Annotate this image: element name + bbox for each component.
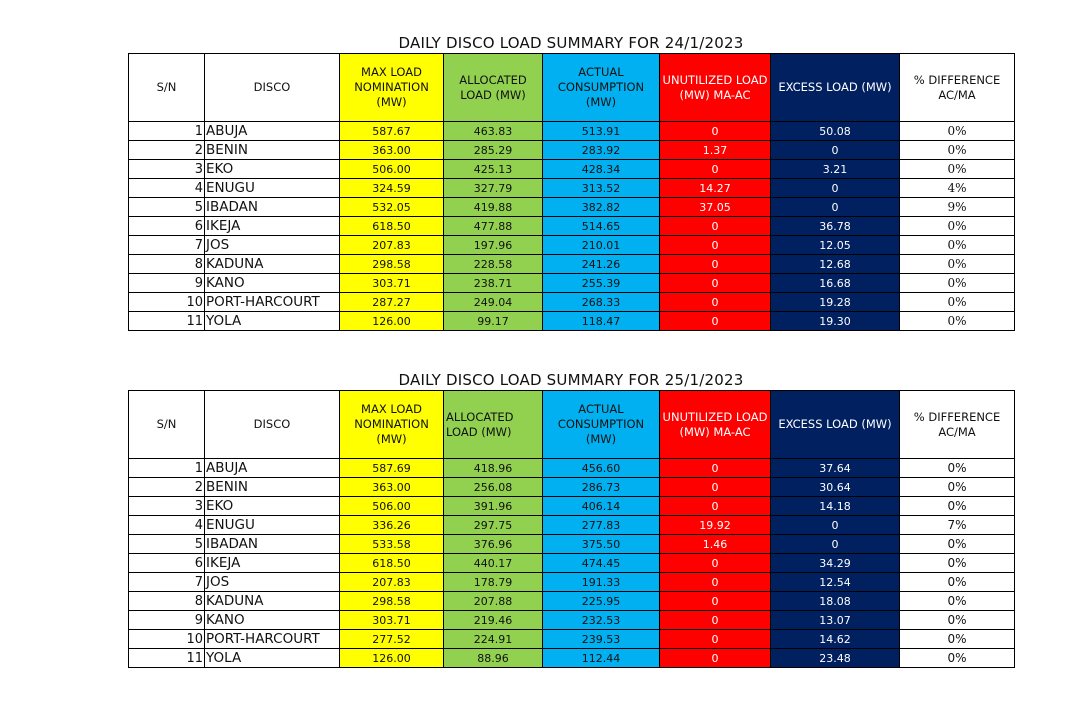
cell-difference: 0%	[900, 497, 1015, 516]
cell-max-load: 126.00	[340, 312, 444, 331]
cell-excess: 50.08	[771, 122, 900, 141]
cell-allocated: 297.75	[444, 516, 543, 535]
header-actual: ACTUAL CONSUMPTION (MW)	[543, 391, 660, 459]
cell-difference: 7%	[900, 516, 1015, 535]
cell-unutilized: 0	[660, 217, 771, 236]
cell-sn: 2	[129, 141, 205, 160]
cell-actual: 456.60	[543, 459, 660, 478]
cell-max-load: 303.71	[340, 611, 444, 630]
cell-allocated: 256.08	[444, 478, 543, 497]
table-row	[129, 478, 1015, 497]
cell-disco: ENUGU	[205, 516, 340, 535]
cell-max-load: 363.00	[340, 141, 444, 160]
cell-allocated: 285.29	[444, 141, 543, 160]
cell-difference: 0%	[900, 312, 1015, 331]
cell-excess: 19.30	[771, 312, 900, 331]
cell-unutilized: 1.46	[660, 535, 771, 554]
cell-unutilized: 0	[660, 649, 771, 668]
cell-disco: JOS	[205, 573, 340, 592]
table-title: DAILY DISCO LOAD SUMMARY FOR 24/1/2023	[398, 34, 744, 52]
cell-disco: ENUGU	[205, 179, 340, 198]
cell-unutilized: 0	[660, 630, 771, 649]
table-row	[129, 497, 1015, 516]
cell-max-load: 363.00	[340, 478, 444, 497]
header-unutilized: UNUTILIZED LOAD (MW) MA-AC	[660, 391, 771, 459]
cell-actual: 513.91	[543, 122, 660, 141]
cell-max-load: 587.67	[340, 122, 444, 141]
cell-allocated: 376.96	[444, 535, 543, 554]
table-row	[129, 293, 1015, 312]
cell-sn: 6	[129, 554, 205, 573]
cell-sn: 8	[129, 255, 205, 274]
cell-sn: 9	[129, 611, 205, 630]
cell-unutilized: 0	[660, 554, 771, 573]
table-row	[129, 160, 1015, 179]
cell-disco: PORT-HARCOURT	[205, 630, 340, 649]
cell-excess: 12.05	[771, 236, 900, 255]
header-excess: EXCESS LOAD (MW)	[771, 391, 900, 459]
cell-sn: 5	[129, 198, 205, 217]
cell-max-load: 298.58	[340, 255, 444, 274]
cell-disco: EKO	[205, 160, 340, 179]
cell-actual: 514.65	[543, 217, 660, 236]
header-row	[129, 391, 1015, 459]
cell-sn: 1	[129, 459, 205, 478]
cell-disco: IBADAN	[205, 535, 340, 554]
table-row	[129, 179, 1015, 198]
cell-actual: 241.26	[543, 255, 660, 274]
cell-unutilized: 0	[660, 274, 771, 293]
cell-disco: BENIN	[205, 141, 340, 160]
table-title: DAILY DISCO LOAD SUMMARY FOR 25/1/2023	[398, 371, 744, 389]
table-row	[129, 592, 1015, 611]
cell-allocated: 391.96	[444, 497, 543, 516]
table-row	[129, 217, 1015, 236]
cell-actual: 191.33	[543, 573, 660, 592]
cell-difference: 0%	[900, 554, 1015, 573]
cell-difference: 0%	[900, 160, 1015, 179]
header-max-load: MAX LOAD NOMINATION (MW)	[340, 54, 444, 122]
header-sn: S/N	[129, 391, 205, 459]
cell-allocated: 99.17	[444, 312, 543, 331]
cell-actual: 382.82	[543, 198, 660, 217]
cell-max-load: 336.26	[340, 516, 444, 535]
cell-allocated: 418.96	[444, 459, 543, 478]
cell-excess: 37.64	[771, 459, 900, 478]
cell-allocated: 238.71	[444, 274, 543, 293]
cell-excess: 19.28	[771, 293, 900, 312]
load-summary-section-1	[128, 34, 1014, 331]
cell-sn: 7	[129, 236, 205, 255]
cell-actual: 283.92	[543, 141, 660, 160]
cell-unutilized: 0	[660, 255, 771, 274]
cell-unutilized: 0	[660, 573, 771, 592]
cell-difference: 0%	[900, 293, 1015, 312]
cell-allocated: 477.88	[444, 217, 543, 236]
cell-unutilized: 19.92	[660, 516, 771, 535]
cell-sn: 4	[129, 516, 205, 535]
load-summary-table	[128, 53, 1015, 331]
cell-difference: 0%	[900, 630, 1015, 649]
cell-disco: KANO	[205, 274, 340, 293]
table-row	[129, 236, 1015, 255]
table-row	[129, 198, 1015, 217]
cell-allocated: 419.88	[444, 198, 543, 217]
cell-max-load: 287.27	[340, 293, 444, 312]
cell-excess: 16.68	[771, 274, 900, 293]
cell-actual: 474.45	[543, 554, 660, 573]
cell-allocated: 88.96	[444, 649, 543, 668]
cell-disco: IKEJA	[205, 217, 340, 236]
cell-difference: 0%	[900, 274, 1015, 293]
cell-max-load: 324.59	[340, 179, 444, 198]
cell-sn: 3	[129, 497, 205, 516]
header-unutilized: UNUTILIZED LOAD (MW) MA-AC	[660, 54, 771, 122]
cell-sn: 10	[129, 293, 205, 312]
table-row	[129, 535, 1015, 554]
cell-disco: KANO	[205, 611, 340, 630]
cell-disco: YOLA	[205, 312, 340, 331]
cell-difference: 0%	[900, 236, 1015, 255]
header-max-load: MAX LOAD NOMINATION (MW)	[340, 391, 444, 459]
cell-disco: BENIN	[205, 478, 340, 497]
cell-max-load: 618.50	[340, 217, 444, 236]
cell-actual: 268.33	[543, 293, 660, 312]
cell-actual: 239.53	[543, 630, 660, 649]
cell-difference: 0%	[900, 573, 1015, 592]
cell-unutilized: 0	[660, 478, 771, 497]
cell-actual: 210.01	[543, 236, 660, 255]
cell-disco: IBADAN	[205, 198, 340, 217]
cell-sn: 5	[129, 535, 205, 554]
cell-difference: 0%	[900, 141, 1015, 160]
cell-max-load: 277.52	[340, 630, 444, 649]
cell-excess: 3.21	[771, 160, 900, 179]
header-row	[129, 54, 1015, 122]
table-row	[129, 122, 1015, 141]
cell-disco: ABUJA	[205, 459, 340, 478]
cell-sn: 10	[129, 630, 205, 649]
cell-unutilized: 37.05	[660, 198, 771, 217]
cell-allocated: 178.79	[444, 573, 543, 592]
cell-excess: 36.78	[771, 217, 900, 236]
header-allocated: ALLOCATED LOAD (MW)	[444, 54, 543, 122]
cell-allocated: 219.46	[444, 611, 543, 630]
cell-sn: 8	[129, 592, 205, 611]
header-difference: % DIFFERENCE AC/MA	[900, 391, 1015, 459]
cell-allocated: 440.17	[444, 554, 543, 573]
cell-unutilized: 0	[660, 293, 771, 312]
table-row	[129, 312, 1015, 331]
header-disco: DISCO	[205, 391, 340, 459]
cell-excess: 0	[771, 141, 900, 160]
cell-allocated: 327.79	[444, 179, 543, 198]
cell-max-load: 587.69	[340, 459, 444, 478]
cell-unutilized: 0	[660, 312, 771, 331]
cell-excess: 30.64	[771, 478, 900, 497]
cell-difference: 0%	[900, 592, 1015, 611]
cell-max-load: 533.58	[340, 535, 444, 554]
table-row	[129, 274, 1015, 293]
cell-disco: JOS	[205, 236, 340, 255]
cell-excess: 23.48	[771, 649, 900, 668]
cell-unutilized: 0	[660, 497, 771, 516]
cell-unutilized: 14.27	[660, 179, 771, 198]
cell-max-load: 207.83	[340, 573, 444, 592]
table-row	[129, 573, 1015, 592]
header-allocated: ALLOCATED LOAD (MW)	[444, 391, 543, 459]
cell-disco: IKEJA	[205, 554, 340, 573]
cell-unutilized: 0	[660, 611, 771, 630]
cell-excess: 0	[771, 179, 900, 198]
cell-unutilized: 0	[660, 160, 771, 179]
header-excess: EXCESS LOAD (MW)	[771, 54, 900, 122]
cell-excess: 12.68	[771, 255, 900, 274]
cell-excess: 0	[771, 198, 900, 217]
cell-difference: 0%	[900, 478, 1015, 497]
cell-max-load: 532.05	[340, 198, 444, 217]
cell-allocated: 207.88	[444, 592, 543, 611]
table-row	[129, 630, 1015, 649]
cell-actual: 428.34	[543, 160, 660, 179]
cell-disco: ABUJA	[205, 122, 340, 141]
cell-actual: 112.44	[543, 649, 660, 668]
cell-excess: 34.29	[771, 554, 900, 573]
table-row	[129, 649, 1015, 668]
cell-allocated: 197.96	[444, 236, 543, 255]
cell-difference: 0%	[900, 255, 1015, 274]
cell-sn: 1	[129, 122, 205, 141]
cell-actual: 406.14	[543, 497, 660, 516]
cell-actual: 232.53	[543, 611, 660, 630]
cell-difference: 0%	[900, 649, 1015, 668]
cell-sn: 3	[129, 160, 205, 179]
table-row	[129, 516, 1015, 535]
cell-sn: 11	[129, 649, 205, 668]
cell-max-load: 506.00	[340, 497, 444, 516]
cell-difference: 0%	[900, 611, 1015, 630]
cell-unutilized: 0	[660, 459, 771, 478]
cell-difference: 9%	[900, 198, 1015, 217]
cell-max-load: 618.50	[340, 554, 444, 573]
cell-disco: KADUNA	[205, 592, 340, 611]
table-row	[129, 611, 1015, 630]
load-summary-section-2	[128, 371, 1014, 668]
cell-allocated: 249.04	[444, 293, 543, 312]
cell-disco: EKO	[205, 497, 340, 516]
header-disco: DISCO	[205, 54, 340, 122]
cell-allocated: 463.83	[444, 122, 543, 141]
load-summary-table	[128, 390, 1015, 668]
cell-actual: 286.73	[543, 478, 660, 497]
cell-actual: 375.50	[543, 535, 660, 554]
cell-excess: 14.18	[771, 497, 900, 516]
cell-excess: 12.54	[771, 573, 900, 592]
cell-actual: 225.95	[543, 592, 660, 611]
cell-difference: 0%	[900, 122, 1015, 141]
cell-sn: 4	[129, 179, 205, 198]
header-difference: % DIFFERENCE AC/MA	[900, 54, 1015, 122]
cell-sn: 6	[129, 217, 205, 236]
cell-sn: 9	[129, 274, 205, 293]
cell-excess: 0	[771, 516, 900, 535]
cell-allocated: 425.13	[444, 160, 543, 179]
cell-actual: 313.52	[543, 179, 660, 198]
table-row	[129, 554, 1015, 573]
cell-max-load: 126.00	[340, 649, 444, 668]
cell-difference: 0%	[900, 535, 1015, 554]
table-row	[129, 459, 1015, 478]
cell-actual: 118.47	[543, 312, 660, 331]
cell-allocated: 228.58	[444, 255, 543, 274]
cell-excess: 14.62	[771, 630, 900, 649]
cell-difference: 0%	[900, 217, 1015, 236]
cell-unutilized: 0	[660, 592, 771, 611]
table-row	[129, 141, 1015, 160]
cell-excess: 0	[771, 535, 900, 554]
cell-unutilized: 1.37	[660, 141, 771, 160]
cell-difference: 4%	[900, 179, 1015, 198]
cell-excess: 18.08	[771, 592, 900, 611]
cell-max-load: 506.00	[340, 160, 444, 179]
cell-difference: 0%	[900, 459, 1015, 478]
cell-sn: 7	[129, 573, 205, 592]
cell-allocated: 224.91	[444, 630, 543, 649]
cell-max-load: 303.71	[340, 274, 444, 293]
cell-actual: 255.39	[543, 274, 660, 293]
cell-unutilized: 0	[660, 236, 771, 255]
cell-disco: YOLA	[205, 649, 340, 668]
header-actual: ACTUAL CONSUMPTION (MW)	[543, 54, 660, 122]
table-row	[129, 255, 1015, 274]
cell-excess: 13.07	[771, 611, 900, 630]
cell-disco: KADUNA	[205, 255, 340, 274]
header-sn: S/N	[129, 54, 205, 122]
cell-disco: PORT-HARCOURT	[205, 293, 340, 312]
cell-sn: 2	[129, 478, 205, 497]
cell-unutilized: 0	[660, 122, 771, 141]
cell-sn: 11	[129, 312, 205, 331]
cell-max-load: 207.83	[340, 236, 444, 255]
cell-actual: 277.83	[543, 516, 660, 535]
cell-max-load: 298.58	[340, 592, 444, 611]
